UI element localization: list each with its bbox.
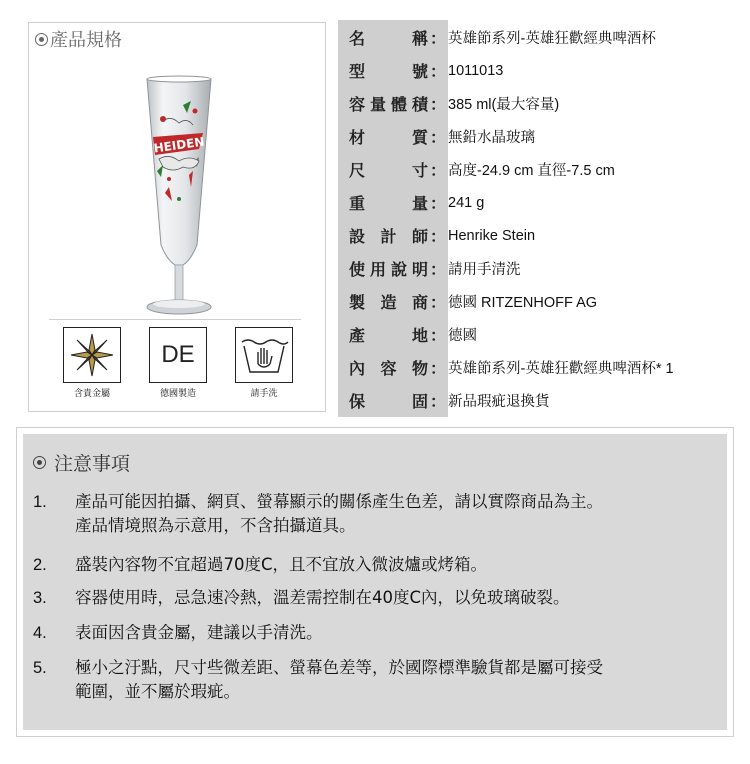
notice-item-number: 5. [33, 659, 47, 677]
care-label-made-in-germany: 德國製造 [159, 389, 196, 399]
notice-item [33, 553, 723, 577]
notice-section [16, 427, 734, 737]
notice-item-number: 4. [33, 624, 47, 642]
spec-label: 重 量 [349, 194, 428, 213]
product-panel [28, 22, 326, 412]
spec-label: 型 號 [349, 62, 428, 81]
spec-label: 保 固 [349, 392, 428, 411]
spec-row [338, 21, 734, 54]
spec-table [338, 20, 734, 417]
notice-item-text [75, 621, 723, 645]
de-origin-text: DE [161, 341, 195, 368]
spec-colon: ： [429, 128, 446, 147]
notice-item-number: 3. [33, 589, 47, 607]
spec-row [338, 54, 734, 87]
care-icons [61, 327, 301, 407]
spec-row [338, 219, 734, 252]
spec-value: 請用手清洗 [448, 262, 521, 278]
spec-label: 材 質 [349, 128, 428, 147]
spec-label: 設 計 師 [349, 227, 428, 246]
spec-colon: ： [429, 29, 446, 48]
notice-item [33, 490, 723, 538]
notice-box [23, 434, 727, 730]
care-item-made-in-germany [147, 327, 209, 399]
spec-colon: ： [429, 161, 446, 180]
spec-value: 德國 [448, 328, 477, 344]
divider [49, 319, 301, 320]
spec-row [338, 318, 734, 351]
care-label-precious-metal: 含貴金屬 [73, 389, 110, 399]
notice-item [33, 586, 723, 610]
spec-row [338, 87, 734, 120]
notice-item-line: 盛裝內容物不宜超過70度C，且不宜放入微波爐或烤箱。 [75, 555, 488, 574]
spec-value: 無鉛水晶玻璃 [448, 130, 535, 146]
care-item-precious-metal [61, 327, 123, 399]
spec-row [338, 153, 734, 186]
spec-colon: ： [429, 359, 446, 378]
spec-colon: ： [429, 392, 446, 411]
spec-label: 內 容 物 [349, 359, 428, 378]
notice-item-line: 產品情境照為示意用，不含拍攝道具。 [75, 516, 356, 535]
spec-value: 英雄節系列-英雄狂歡經典啤酒杯 [448, 31, 656, 47]
notice-title [33, 449, 130, 476]
notice-item-text [75, 586, 723, 610]
spec-row [338, 285, 734, 318]
product-panel-title [35, 26, 122, 52]
care-label-hand-wash: 請手洗 [250, 389, 278, 399]
spec-value: 高度-24.9 cm 直徑-7.5 cm [448, 163, 615, 179]
spec-row [338, 120, 734, 153]
notice-item [33, 621, 723, 645]
svg-text:HEIDEN: HEIDEN [152, 134, 206, 156]
product-panel-title-text: 產品規格 [50, 30, 122, 51]
spec-label: 容 量 體 積 [349, 95, 428, 114]
spec-value: Henrike Stein [448, 227, 536, 244]
spec-colon: ： [429, 326, 446, 345]
spec-label: 產 地 [349, 326, 428, 345]
spec-colon: ： [429, 95, 446, 114]
care-item-hand-wash [233, 327, 295, 399]
notice-item [33, 656, 723, 704]
notice-item-line: 範圍，並不屬於瑕疵。 [75, 682, 240, 701]
spec-row [338, 186, 734, 219]
notice-item-line: 產品可能因拍攝、網頁、螢幕顯示的關係產生色差，請以實際商品為主。 [75, 492, 603, 511]
notice-item-line: 表面因含貴金屬，建議以手清洗。 [75, 623, 323, 642]
spec-label: 名 稱 [349, 29, 428, 48]
notice-item-line: 極小之汙點，尺寸些微差距、螢幕色差等，於國際標準驗貨都是屬可接受 [75, 658, 603, 677]
spec-label: 製 造 商 [349, 293, 428, 312]
spec-row [338, 351, 734, 384]
spec-value: 英雄節系列-英雄狂歡經典啤酒杯* 1 [448, 361, 674, 377]
beer-glass-image [139, 75, 219, 321]
spec-colon: ： [429, 293, 446, 312]
spec-value: 新品瑕疵退換貨 [448, 394, 550, 410]
spec-row [338, 384, 734, 417]
notice-item-number: 1. [33, 493, 47, 511]
de-origin-icon [149, 327, 207, 383]
notice-item-text [75, 553, 723, 577]
spec-value: 385 ml(最大容量) [448, 97, 560, 113]
spec-row [338, 252, 734, 285]
spec-colon: ： [429, 62, 446, 81]
spec-value: 241 g [448, 194, 485, 211]
notice-item-line: 容器使用時，忌急速冷熱，溫差需控制在40度C內，以免玻璃破裂。 [75, 588, 570, 607]
spec-label: 使 用 說 明 [349, 260, 428, 279]
notice-title-text: 注意事項 [54, 453, 131, 475]
gold-star-icon [63, 327, 121, 383]
spec-colon: ： [429, 227, 446, 246]
notice-item-text [75, 656, 723, 704]
spec-value: 1011013 [448, 62, 504, 79]
notice-item-number: 2. [33, 556, 47, 574]
notice-item-text [75, 490, 723, 538]
circle-dot-icon [35, 33, 48, 46]
circle-dot-icon [33, 456, 46, 469]
spec-colon: ： [429, 260, 446, 279]
spec-colon: ： [429, 194, 446, 213]
spec-value: 德國 RITZENHOFF AG [448, 295, 598, 311]
spec-label: 尺 寸 [349, 161, 428, 180]
hand-wash-icon [235, 327, 293, 383]
